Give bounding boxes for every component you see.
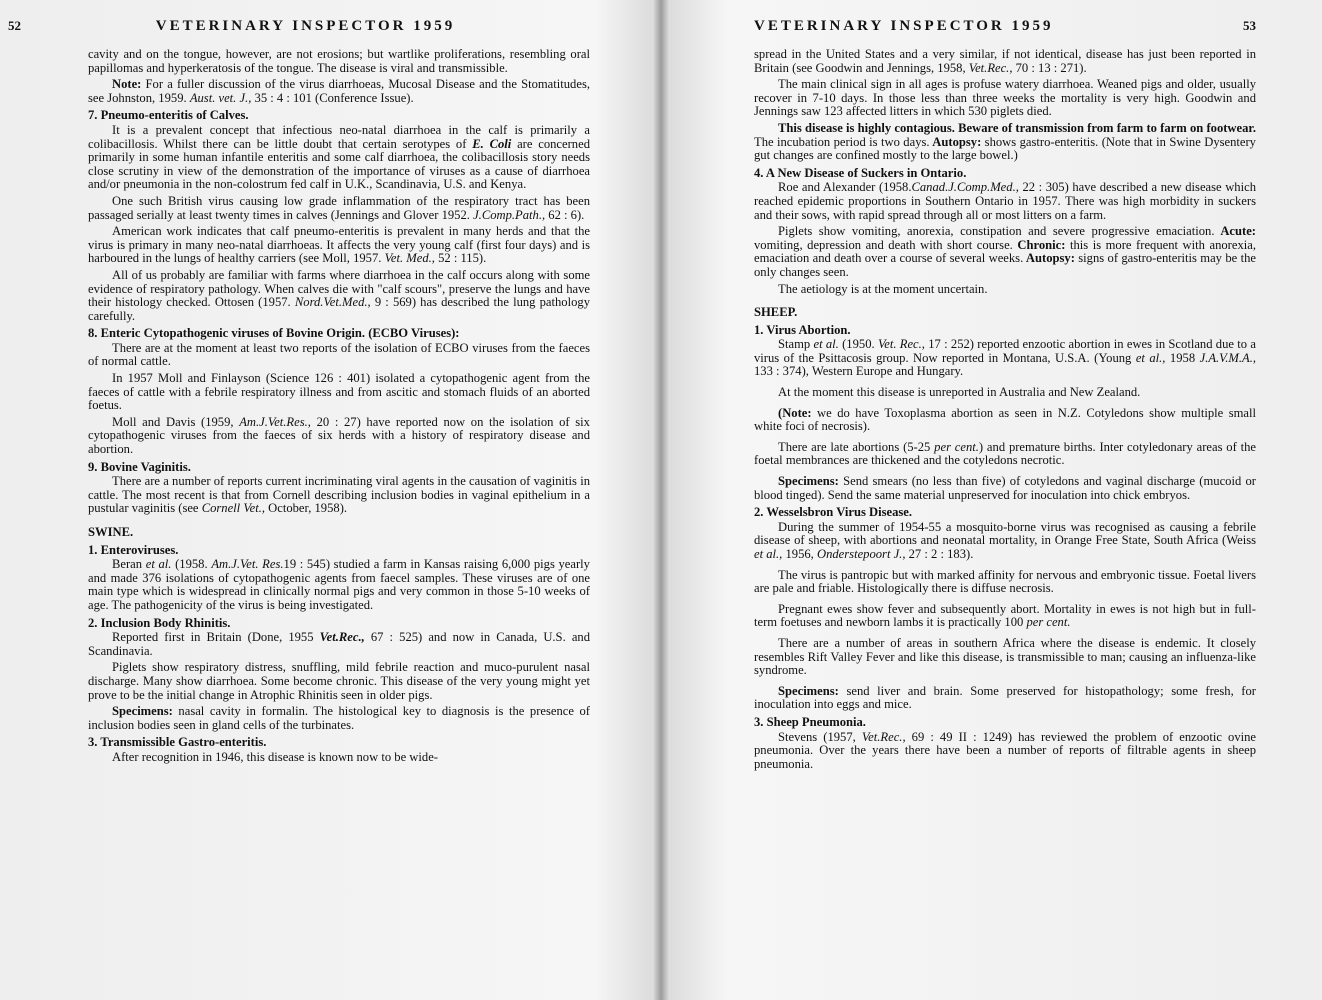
section-heading: 3. Sheep Pneumonia. bbox=[754, 714, 866, 729]
running-head-right bbox=[754, 18, 1256, 48]
paragraph: It is a prevalent concept that infectious neo-natal diarrhoea in the calf is primarily a colibacillosis. Whilst there can be little doubt that certain serotypes of E. Coli are concerned primarily in some human infantile enteritis and some calf diarrhoea, the colibacillosis story needs close scrutiny in view of the demonstration of the importance of viruses as a cause of diarrhoea and/or pneumonia in the non-colostrum fed calf in U.K., Scandinavia, U.S. and Kenya. bbox=[88, 122, 590, 192]
section-heading: 7. Pneumo-enteritis of Calves. bbox=[88, 108, 249, 123]
paragraph: Stevens (1957, Vet.Rec., 69 : 49 II : 1249) has reviewed the problem of enzootic ovine pneumonia. Over the years there have been a number of reports of filtrable agents in sheep pneumonia. bbox=[754, 729, 1257, 771]
section-heading: 2. Wesselsbron Virus Disease. bbox=[754, 505, 913, 520]
paragraph: There are at the moment at least two reports of the isolation of ECBO viruses from the faeces of normal cattle. bbox=[88, 340, 590, 369]
book-gutter bbox=[652, 0, 670, 1000]
page-number-right: 53 bbox=[1243, 18, 1256, 33]
paragraph: All of us probably are familiar with farms where diarrhoea in the calf occurs along with some evidence of respiratory pathology. When calves die with "calf scours", preserve the lungs and have their histology checked. Ottosen (1957. Nord.Vet.Med., 9 : 569) has described the lung pathology carefully. bbox=[88, 267, 590, 323]
page-number-left: 52 bbox=[8, 18, 21, 33]
paragraph: The main clinical sign in all ages is profuse watery diarrhoea. Weaned pigs and older, usually recover in 7-10 days. In those less than three weeks the mortality is very high. Goodwin and Jennings saw 123 affected litters in which 530 piglets died. bbox=[754, 77, 1256, 119]
paragraph: The virus is pantropic but with marked affinity for nervous and embryonic tissue. Foetal livers are pale and friable. Histologically there is diffuse necrosis. bbox=[754, 567, 1256, 596]
paragraph: During the summer of 1954-55 a mosquito-borne virus was recognised as causing a febrile disease of sheep, with abortions and neonatal mortality, in Orange Free State, South Africa (Weiss et al., 1956, Onderstepoort J., 27 : 2 : 183). bbox=[754, 519, 1256, 561]
left-page-body bbox=[88, 48, 590, 765]
right-page-body bbox=[754, 48, 1256, 771]
running-head-left bbox=[8, 18, 590, 48]
paragraph: The aetiology is at the moment uncertain. bbox=[778, 281, 988, 296]
paragraph: At the moment this disease is unreported in Australia and New Zealand. bbox=[778, 385, 1141, 400]
section-heading: 1. Enteroviruses. bbox=[88, 542, 179, 557]
category-heading: SHEEP. bbox=[754, 305, 798, 320]
paragraph: Piglets show respiratory distress, snuffling, mild febrile reaction and muco-purulent nasal discharge. Many show diarrhoea. Some become chronic. This disease of the very young might yet prove to be the initial change in Atrophic Rhinitis seen in older pigs. bbox=[88, 660, 590, 702]
paragraph: Specimens: nasal cavity in formalin. The histological key to diagnosis is the presence of inclusion bodies seen in gland cells of the turbinates. bbox=[88, 704, 590, 732]
section-heading: 8. Enteric Cytopathogenic viruses of Bovine Origin. (ECBO Viruses): bbox=[88, 326, 460, 341]
paragraph: Specimens: Send smears (no less than five) of cotyledons and vaginal discharge (mucoid or blood tinged). Send the same material unpreserved for inoculation into chick embryos. bbox=[754, 474, 1256, 502]
paragraph: Specimens: send liver and brain. Some preserved for histopathology; some fresh, for inoculation into eggs and mice. bbox=[754, 683, 1256, 712]
section-heading: 9. Bovine Vaginitis. bbox=[88, 459, 191, 474]
paragraph: After recognition in 1946, this disease is known now to be wide- bbox=[112, 749, 438, 764]
category-heading: SWINE. bbox=[88, 525, 134, 539]
section-heading: 4. A New Disease of Suckers in Ontario. bbox=[754, 165, 967, 180]
paragraph: There are a number of reports current incriminating viral agents in the causation of vaginitis in cattle. The most recent is that from Cornell describing inclusion bodies in vaginal epithelium in a pustular vaginitis (see Cornell Vet., October, 1958). bbox=[88, 474, 590, 516]
section-heading: 2. Inclusion Body Rhinitis. bbox=[88, 615, 231, 630]
section-heading: 1. Virus Abortion. bbox=[754, 322, 851, 337]
paragraph: Reported first in Britain (Done, 1955 Vet.Rec., 67 : 525) and now in Canada, U.S. and Scandinavia. bbox=[88, 630, 590, 658]
paragraph: In 1957 Moll and Finlayson (Science 126 : 401) isolated a cytopathogenic agent from the faeces of cattle with a febrile respiratory illness and from ascitic and stomach fluids of an aborted foetus. bbox=[88, 371, 590, 413]
left-page bbox=[0, 0, 652, 1000]
paragraph: Beran et al. (1958. Am.J.Vet. Res.19 : 545) studied a farm in Kansas raising 6,000 pigs yearly and made 376 isolations of cytopathogenic agents from faecel samples. These viruses are of one main type which is widespread in clinically normal pigs and very common in those 5-10 weeks of age. The pathogenicity of the virus is being investigated. bbox=[88, 557, 590, 612]
note-paragraph: Note: For a fuller discussion of the virus diarrhoeas, Mucosal Disease and the Stomatitudes, see Johnston, 1959. Aust. vet. J., 35 : 4 : 101 (Conference Issue). bbox=[88, 77, 590, 105]
paragraph: Pregnant ewes show fever and subsequently abort. Mortality in ewes is not high but in full-term foetuses and newborn lambs it is practically 100 per cent. bbox=[754, 601, 1256, 630]
paragraph: One such British virus causing low grade inflammation of the respiratory tract has been passaged serially at least twenty times in calves (Jennings and Glover 1952. J.Comp.Path., 62 : 6). bbox=[88, 193, 590, 222]
running-title-right: VETERINARY INSPECTOR 1959 bbox=[754, 18, 1054, 34]
running-title-left: VETERINARY INSPECTOR 1959 bbox=[155, 18, 456, 34]
section-heading: 3. Transmissible Gastro-enteritis. bbox=[88, 735, 267, 750]
paragraph: Stamp et al. (1950. Vet. Rec., 17 : 252) reported enzootic abortion in ewes in Scotland due to a virus of the Psittacosis group. Now reported in Montana, U.S.A. (Young et al., 1958 J.A.V.M.A., 133 : 374), Western Europe and Hungary. bbox=[754, 337, 1257, 379]
right-page bbox=[670, 0, 1322, 1000]
paragraph: Moll and Davis (1959, Am.J.Vet.Res., 20 : 27) have reported now on the isolation of six cytopathogenic viruses from the faeces of six herds with a history of respiratory disease and abortion. bbox=[88, 414, 590, 457]
paragraph: There are late abortions (5-25 per cent.) and premature births. Inter cotyledonary areas of the foetal membrances are thickened and the cotyledons necrotic. bbox=[754, 439, 1257, 468]
paragraph: This disease is highly contagious. Beware of transmission from farm to farm on footwear. The incubation period is two days. Autopsy: shows gastro-enteritis. (Note that in Swine Dysentery gut changes are confined mostly to the large bowel.) bbox=[754, 120, 1256, 163]
paragraph: There are a number of areas in southern Africa where the disease is endemic. It closely resembles Rift Valley Fever and like this disease, is transmissible to man; causing an influenza-like syndrome. bbox=[754, 635, 1256, 678]
paragraph: spread in the United States and a very similar, if not identical, disease has just been reported in Britain (see Goodwin and Jennings, 1958, Vet.Rec., 70 : 13 : 271). bbox=[754, 47, 1256, 75]
paragraph: Piglets show vomiting, anorexia, constipation and severe progressive emaciation. Acute: vomiting, depression and death with short course. Chronic: this is more frequent with anorexia, emaciation and death over a course of several weeks. Autopsy: signs of gastro-enteritis may be the only changes seen. bbox=[754, 224, 1256, 279]
paragraph: American work indicates that calf pneumo-enteritis is prevalent in many herds and that the virus is primary in many neo-natal diarrhoeas. It affects the very young calf (first four days) and is harboured in the lungs of healthy carriers (see Moll, 1957. Vet. Med., 52 : 115). bbox=[88, 224, 590, 266]
paragraph: Roe and Alexander (1958.Canad.J.Comp.Med., 22 : 305) have described a new disease which reached epidemic proportions in Southern Ontario in 1957. There was high morbidity in suckers and their sows, with rapid spread through all or most litters on a farm. bbox=[754, 180, 1256, 222]
paragraph: cavity and on the tongue, however, are not erosions; but wartlike proliferations, resembling oral papillomas and hyperkeratosis of the tongue. The disease is viral and transmissible. bbox=[88, 47, 590, 75]
paragraph: (Note: we do have Toxoplasma abortion as seen in N.Z. Cotyledons show multiple small white foci of necrosis). bbox=[754, 405, 1256, 434]
